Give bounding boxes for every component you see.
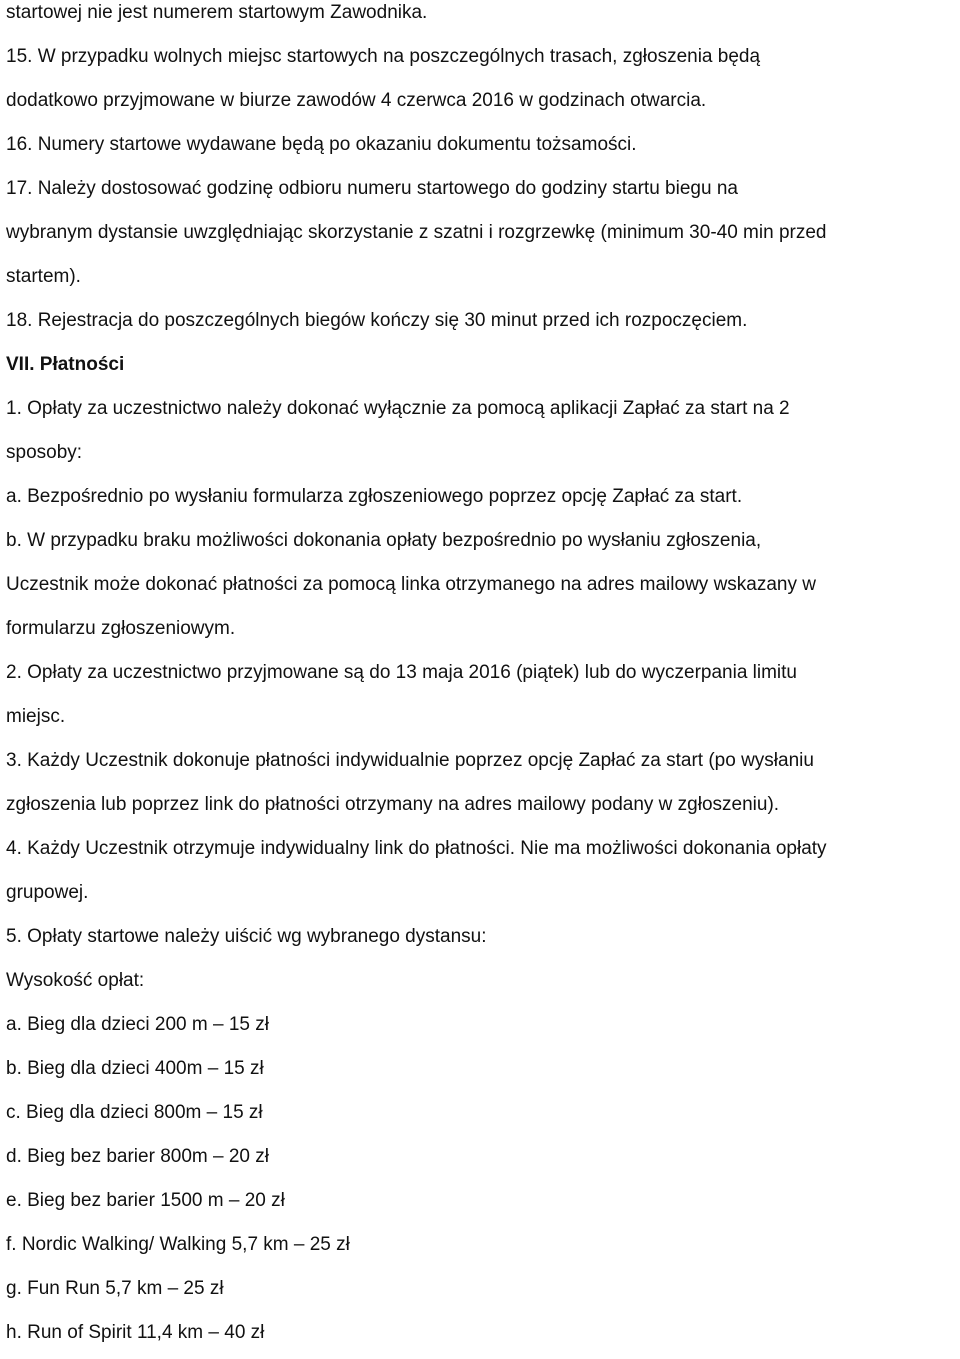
text-line: Uczestnik może dokonać płatności za pomocą linka otrzymanego na adres mailowy wskazany w — [6, 574, 816, 595]
text-line: miejsc. — [6, 706, 66, 727]
text-line: 1. Opłaty za uczestnictwo należy dokonać wyłącznie za pomocą aplikacji Zapłać za start na 2 — [6, 398, 790, 419]
text-line: startem). — [6, 266, 81, 287]
document-page — [6, 0, 956, 1355]
text-line: 2. Opłaty za uczestnictwo przyjmowane są do 13 maja 2016 (piątek) lub do wyczerpania limitu — [6, 662, 797, 683]
text-line: 18. Rejestracja do poszczególnych biegów kończy się 30 minut przed ich rozpoczęciem. — [6, 310, 748, 331]
fee-item: b. Bieg dla dzieci 400m – 15 zł — [6, 1058, 264, 1079]
text-line: b. W przypadku braku możliwości dokonania opłaty bezpośrednio po wysłaniu zgłoszenia, — [6, 530, 762, 551]
text-line: 17. Należy dostosować godzinę odbioru numeru startowego do godziny startu biegu na — [6, 178, 738, 199]
fee-item: c. Bieg dla dzieci 800m – 15 zł — [6, 1102, 263, 1123]
section-heading: VII. Płatności — [6, 354, 125, 375]
text-line: dodatkowo przyjmowane w biurze zawodów 4 czerwca 2016 w godzinach otwarcia. — [6, 90, 707, 111]
fee-item: a. Bieg dla dzieci 200 m – 15 zł — [6, 1014, 269, 1035]
fee-item: e. Bieg bez barier 1500 m – 20 zł — [6, 1190, 285, 1211]
text-line: sposoby: — [6, 442, 83, 463]
text-line: 4. Każdy Uczestnik otrzymuje indywidualny link do płatności. Nie ma możliwości dokonania opłaty — [6, 838, 827, 859]
text-line: 3. Każdy Uczestnik dokonuje płatności indywidualnie poprzez opcję Zapłać za start (po wysłaniu — [6, 750, 814, 771]
fee-item: f. Nordic Walking/ Walking 5,7 km – 25 zł — [6, 1234, 350, 1255]
text-line: formularzu zgłoszeniowym. — [6, 618, 236, 639]
fee-item: h. Run of Spirit 11,4 km – 40 zł — [6, 1322, 265, 1343]
text-line: a. Bezpośrednio po wysłaniu formularza zgłoszeniowego poprzez opcję Zapłać za start. — [6, 486, 743, 507]
text-line: grupowej. — [6, 882, 89, 903]
fee-item: d. Bieg bez barier 800m – 20 zł — [6, 1146, 269, 1167]
text-line: startowej nie jest numerem startowym Zawodnika. — [6, 2, 428, 23]
text-line: Wysokość opłat: — [6, 970, 145, 991]
text-line: 5. Opłaty startowe należy uiścić wg wybranego dystansu: — [6, 926, 487, 947]
text-line: 15. W przypadku wolnych miejsc startowych na poszczególnych trasach, zgłoszenia będą — [6, 46, 761, 67]
text-line: wybranym dystansie uwzględniając skorzystanie z szatni i rozgrzewkę (minimum 30-40 min przed — [6, 222, 827, 243]
fee-item: g. Fun Run 5,7 km – 25 zł — [6, 1278, 224, 1299]
text-line: 16. Numery startowe wydawane będą po okazaniu dokumentu tożsamości. — [6, 134, 637, 155]
text-line: zgłoszenia lub poprzez link do płatności otrzymany na adres mailowy podany w zgłoszeniu). — [6, 794, 780, 815]
